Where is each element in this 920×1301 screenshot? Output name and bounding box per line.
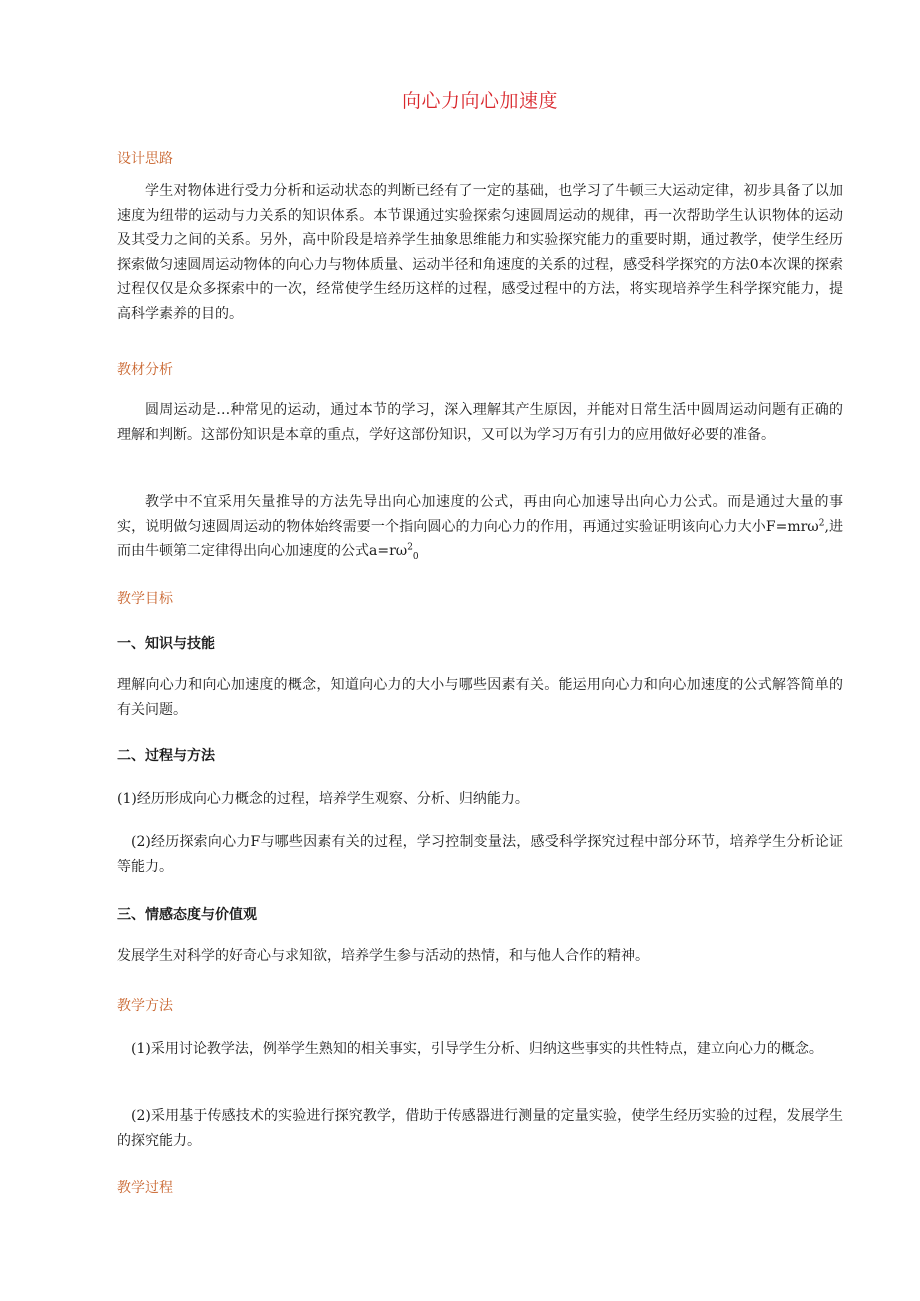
subheading-process: 二、过程与方法: [117, 748, 215, 764]
paragraph-material-2: [117, 490, 843, 569]
paragraph-attitude: 发展学生对科学的好奇心与求知欲，培养学生参与活动的热情，和与他人合作的精神。: [117, 948, 649, 964]
formula-text-a: 教学中不宜采用矢量推导的方法先导出向心加速度的公式，再由向心加速导出向心力公式。而是通过大量的事实，说明做匀速圆周运动的物体始终需要一个指向圆心的力向心力的作用，再通过实验证明该向心力大小F=mrω: [117, 494, 843, 535]
paragraph-methods-2: (2)采用基于传感技术的实验进行探究教学，借助于传感器进行测量的定量实验，使学生经历实验的过程，发展学生的探究能力。: [117, 1108, 843, 1149]
formula-subscript: 0: [412, 551, 419, 562]
heading-design: 设计思路: [117, 151, 173, 167]
heading-methods: 教学方法: [117, 998, 173, 1014]
subheading-knowledge: 一、知识与技能: [117, 636, 215, 652]
subheading-attitude: 三、情感态度与价值观: [117, 907, 257, 923]
formula-superscript-1: 2: [818, 517, 825, 528]
document-title: 向心力向心加速度: [401, 90, 558, 112]
formula-text-b: ,进而由牛顿第二定律得出向心加速度的公式a=rω: [117, 518, 844, 559]
paragraph-design: 学生对物体进行受力分析和运动状态的判断已经有了一定的基础，也学习了牛顿三大运动定律，初步具备了以加速度为纽带的运动与力关系的知识体系。本节课通过实验探索匀速圆周运动的规律，再一次帮助学生认识物体的运动及其受力之间的关系。另外，高中阶段是培养学生抽象思维能力和实验探究能力的重要时期，通过教学，使学生经历探索做匀速圆周运动物体的向心力与物体质量、运动半径和角速度的关系的过程，感受科学探究的方法0本次课的探索过程仅仅是众多探索中的一次，经常使学生经历这样的过程，感受过程中的方法，将实现培养学生科学探究能力，提高科学素养的目的。: [117, 183, 843, 322]
paragraph-methods-1: (1)采用讨论教学法，例举学生熟知的相关事实，引导学生分析、归纳这些事实的共性特点，建立向心力的概念。: [131, 1041, 823, 1057]
heading-goals: 教学目标: [117, 591, 173, 607]
paragraph-process-1: (1)经历形成向心力概念的过程，培养学生观察、分析、归纳能力。: [117, 791, 529, 807]
formula-superscript-2: 2: [407, 542, 413, 553]
paragraph-material-1: 圆周运动是…种常见的运动，通过本节的学习，深入理解其产生原因，并能对日常生活中圆周运动问题有正确的理解和判断。这部份知识是本章的重点，学好这部份知识，又可以为学习万有引力的应用做好必要的准备。: [117, 402, 843, 443]
paragraph-knowledge: 理解向心力和向心加速度的概念，知道向心力的大小与哪些因素有关。能运用向心力和向心加速度的公式解答简单的有关问题。: [117, 677, 843, 718]
heading-process: 教学过程: [117, 1180, 173, 1196]
paragraph-process-2: (2)经历探索向心力F与哪些因素有关的过程，学习控制变量法，感受科学探究过程中部分环节，培养学生分析论证等能力。: [117, 834, 843, 875]
heading-material: 教材分析: [117, 362, 173, 378]
